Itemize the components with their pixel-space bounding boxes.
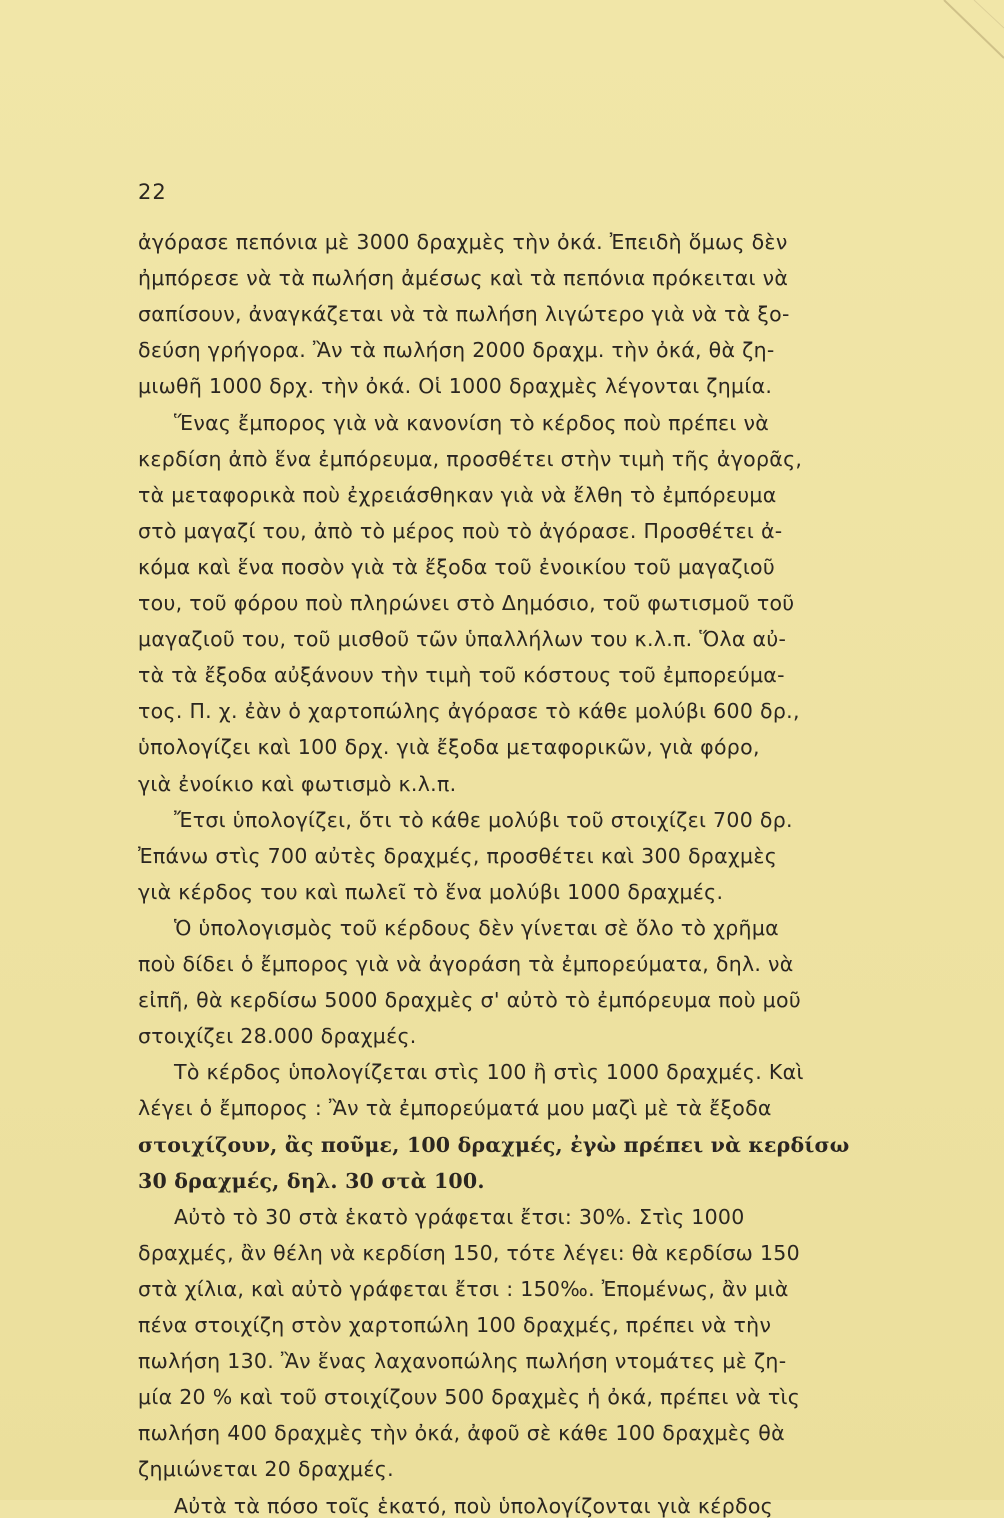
text-line: στοιχίζει 28.000 δραχμές.	[138, 1024, 417, 1049]
text-line: στὰ χίλια, καὶ αὐτὸ γράφεται ἔτσι : 150‰. Ἐπομένως, ἂν μιὰ	[138, 1276, 789, 1301]
text-line: 30 δραχμές, δηλ. 30 στὰ 100.	[138, 1168, 485, 1193]
text-line: δεύση γρήγορα. Ἂν τὰ πωλήση 2000 δραχμ. τὴν ὀκά, θὰ ζη-	[138, 338, 775, 363]
corner-fold-mark	[934, 0, 1004, 70]
text-line: Ἐπάνω στὶς 700 αὐτὲς δραχμές, προσθέτει καὶ 300 δραχμὲς	[138, 843, 778, 868]
text-line: μαγαζιοῦ του, τοῦ μισθοῦ τῶν ὑπαλλήλων του κ.λ.π. Ὅλα αὐ-	[138, 627, 787, 652]
text-line: στοιχίζουν, ἂς ποῦμε, 100 δραχμές, ἐγὼ πρέπει νὰ κερδίσω	[138, 1132, 850, 1157]
text-line: εἰπῆ, θὰ κερδίσω 5000 δραχμὲς σ' αὐτὸ τὸ ἐμπόρευμα ποὺ μοῦ	[138, 988, 802, 1013]
page-number: 22	[138, 180, 167, 204]
text-line: ὑπολογίζει καὶ 100 δρχ. γιὰ ἔξοδα μεταφορικῶν, γιὰ φόρο,	[138, 735, 760, 760]
text-line: γιὰ ἐνοίκιο καὶ φωτισμὸ κ.λ.π.	[138, 771, 457, 796]
text-line: τὰ μεταφορικὰ ποὺ ἐχρειάσθηκαν γιὰ νὰ ἔλθη τὸ ἐμπόρευμα	[138, 482, 777, 507]
text-line: μιωθῆ 1000 δρχ. τὴν ὀκά. Οἱ 1000 δραχμὲς λέγονται ζημία.	[138, 374, 773, 399]
text-line: Ἕνας ἔμπορος γιὰ νὰ κανονίση τὸ κέρδος ποὺ πρέπει νὰ	[174, 410, 770, 435]
text-line: λέγει ὁ ἔμπορος : Ἂν τὰ ἐμπορεύματά μου μαζὶ μὲ τὰ ἔξοδα	[138, 1096, 772, 1121]
text-line: Αὐτὸ τὸ 30 στὰ ἑκατὸ γράφεται ἔτσι: 30%. Στὶς 1000	[174, 1204, 745, 1229]
text-line: πένα στοιχίζη στὸν χαρτοπώλη 100 δραχμές, πρέπει νὰ τὴν	[138, 1313, 772, 1337]
text-line: τος. Π. χ. ἐὰν ὁ χαρτοπώλης ἀγόρασε τὸ κάθε μολύβι 600 δρ.,	[138, 699, 800, 724]
text-line: πωλήση 130. Ἂν ἕνας λαχανοπώλης πωλήση ντομάτες μὲ ζη-	[138, 1349, 787, 1374]
text-line: του, τοῦ φόρου ποὺ πληρώνει στὸ Δημόσιο, τοῦ φωτισμοῦ τοῦ	[138, 591, 795, 615]
text-line: ἠμπόρεσε νὰ τὰ πωλήση ἀμέσως καὶ τὰ πεπόνια πρόκειται νὰ	[138, 266, 789, 291]
text-line: ζημιώνεται 20 δραχμές.	[138, 1457, 394, 1482]
text-line: σαπίσουν, ἀναγκάζεται νὰ τὰ πωλήση λιγώτερο γιὰ νὰ τὰ ξο-	[138, 302, 790, 327]
text-line: μία 20 % καὶ τοῦ στοιχίζουν 500 δραχμὲς ἡ ὀκά, πρέπει νὰ τὶς	[138, 1385, 801, 1410]
text-line: κόμα καὶ ἕνα ποσὸν γιὰ τὰ ἔξοδα τοῦ ἐνοικίου τοῦ μαγαζιοῦ	[138, 554, 776, 579]
text-line: στὸ μαγαζί του, ἀπὸ τὸ μέρος ποὺ τὸ ἀγόρασε. Προσθέτει ἀ-	[138, 518, 783, 543]
text-line: Αὐτὰ τὰ πόσο τοῖς ἑκατό, ποὺ ὑπολογίζονται γιὰ κέρδος	[174, 1493, 774, 1518]
text-line: Ἔτσι ὑπολογίζει, ὅτι τὸ κάθε μολύβι τοῦ στοιχίζει 700 δρ.	[174, 807, 793, 832]
text-line: γιὰ κέρδος του καὶ πωλεῖ τὸ ἕνα μολύβι 1000 δραχμές.	[138, 879, 724, 904]
text-line: κερδίση ἀπὸ ἕνα ἐμπόρευμα, προσθέτει στὴν τιμὴ τῆς ἀγορᾶς,	[138, 446, 803, 471]
text-line: τὰ τὰ ἔξοδα αὐξάνουν τὴν τιμὴ τοῦ κόστους τοῦ ἐμπορεύμα-	[138, 663, 785, 688]
text-line: Τὸ κέρδος ὑπολογίζεται στὶς 100 ἢ στὶς 1000 δραχμές. Καὶ	[174, 1060, 804, 1085]
text-line: πωλήση 400 δραχμὲς τὴν ὀκά, ἀφοῦ σὲ κάθε 100 δραχμὲς θὰ	[138, 1421, 785, 1446]
text-line: δραχμές, ἂν θέλη νὰ κερδίση 150, τότε λέγει: θὰ κερδίσω 150	[138, 1240, 800, 1265]
text-line: ποὺ δίδει ὁ ἔμπορος γιὰ νὰ ἀγοράση τὰ ἐμπορεύματα, δηλ. νὰ	[138, 952, 794, 976]
text-line: Ὁ ὑπολογισμὸς τοῦ κέρδους δὲν γίνεται σὲ ὅλο τὸ χρῆμα	[174, 915, 779, 940]
text-line: ἀγόρασε πεπόνια μὲ 3000 δραχμὲς τὴν ὀκά. Ἐπειδὴ ὅμως δὲν	[138, 230, 788, 254]
